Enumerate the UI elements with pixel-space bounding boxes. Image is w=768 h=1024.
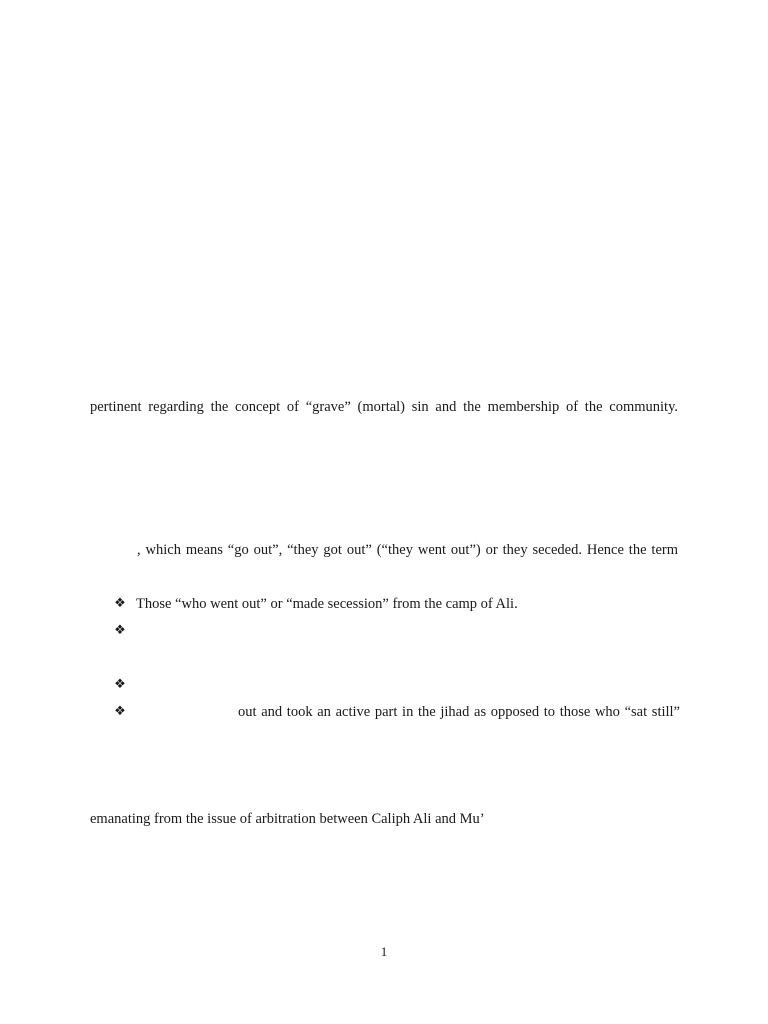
- bullet-item-text: out and took an active part in the jihad as opposed to those who “sat still”: [238, 704, 680, 720]
- paragraph-line-go-out: , which means “go out”, “they got out” (“they went out”) or they seceded. Hence the term: [137, 542, 678, 558]
- paragraph-line-pertinent: pertinent regarding the concept of “grave” (mortal) sin and the membership of the community.: [90, 399, 678, 415]
- bullet-diamond-icon: ❖: [114, 623, 126, 638]
- bullet-item-text: Those “who went out” or “made secession” from the camp of Ali.: [136, 596, 518, 612]
- bullet-diamond-icon: ❖: [114, 704, 126, 719]
- page-number: 1: [380, 944, 388, 959]
- bullet-diamond-icon: ❖: [114, 677, 126, 692]
- bullet-diamond-icon: ❖: [114, 596, 126, 611]
- paragraph-line-emanating: emanating from the issue of arbitration between Caliph Ali and Mu’: [90, 811, 485, 827]
